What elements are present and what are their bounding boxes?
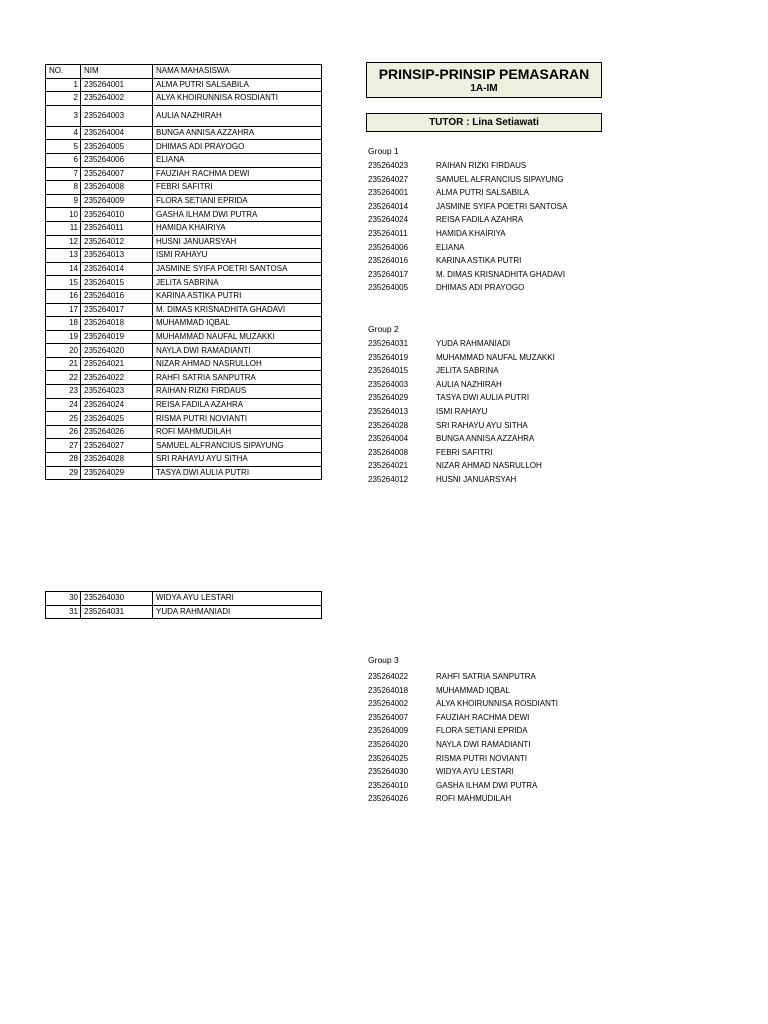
student-name-cell[interactable]: SRI RAHAYU AYU SITHA bbox=[153, 453, 322, 467]
member-nim[interactable]: 235264026 bbox=[368, 794, 409, 804]
row-number-cell[interactable]: 11 bbox=[46, 221, 81, 235]
group-member-row bbox=[368, 684, 628, 698]
student-name-cell[interactable]: DHIMAS ADI PRAYOGO bbox=[153, 140, 322, 154]
member-nim[interactable]: 235264014 bbox=[368, 201, 409, 211]
member-name[interactable]: M. DIMAS KRISNADHITA GHADAVI bbox=[436, 269, 566, 279]
table-row bbox=[46, 330, 322, 344]
row-number-cell[interactable]: 31 bbox=[46, 605, 81, 619]
row-number-cell[interactable]: 25 bbox=[46, 412, 81, 426]
group-member-row bbox=[368, 337, 628, 351]
member-nim[interactable]: 235264001 bbox=[368, 188, 409, 198]
nim-cell[interactable]: 235264006 bbox=[81, 153, 153, 167]
row-number-cell[interactable]: 24 bbox=[46, 398, 81, 412]
member-name[interactable]: WIDYA AYU LESTARI bbox=[436, 767, 514, 777]
student-name-cell[interactable]: HAMIDA KHAIRIYA bbox=[153, 221, 322, 235]
group-member-row bbox=[368, 459, 628, 473]
nim-cell[interactable]: 235264004 bbox=[81, 126, 153, 140]
nim-cell[interactable]: 235264029 bbox=[81, 466, 153, 480]
row-number-cell[interactable]: 14 bbox=[46, 262, 81, 276]
group-2 bbox=[368, 323, 628, 487]
member-name[interactable]: ROFI MAHMUDILAH bbox=[436, 794, 512, 804]
row-number-cell[interactable]: 21 bbox=[46, 357, 81, 371]
course-title-box[interactable] bbox=[366, 62, 602, 98]
nim-cell[interactable]: 235264007 bbox=[81, 167, 153, 181]
row-number-cell[interactable]: 5 bbox=[46, 140, 81, 154]
table-row bbox=[46, 208, 322, 222]
row-number-cell[interactable]: 22 bbox=[46, 371, 81, 385]
student-name-cell[interactable]: ISMI RAHAYU bbox=[153, 249, 322, 263]
student-name-cell[interactable]: FAUZIAH RACHMA DEWI bbox=[153, 167, 322, 181]
member-name[interactable]: FAUZIAH RACHMA DEWI bbox=[436, 712, 530, 722]
student-name-cell[interactable]: M. DIMAS KRISNADHITA GHADAVI bbox=[153, 303, 322, 317]
header-nim[interactable]: NIM bbox=[81, 65, 153, 79]
member-nim[interactable]: 235264015 bbox=[368, 366, 409, 376]
row-number-cell[interactable]: 4 bbox=[46, 126, 81, 140]
table-row bbox=[46, 466, 322, 480]
row-number-cell[interactable]: 19 bbox=[46, 330, 81, 344]
member-name[interactable]: ELIANA bbox=[436, 242, 465, 252]
row-number-cell[interactable]: 27 bbox=[46, 439, 81, 453]
member-nim[interactable]: 235264030 bbox=[368, 767, 409, 777]
nim-cell[interactable]: 235264025 bbox=[81, 412, 153, 426]
member-nim[interactable]: 235264009 bbox=[368, 726, 409, 736]
group-member-row bbox=[368, 765, 628, 779]
nim-cell[interactable]: 235264014 bbox=[81, 262, 153, 276]
nim-cell[interactable]: 235264002 bbox=[81, 92, 153, 106]
member-name[interactable]: NIZAR AHMAD NASRULLOH bbox=[436, 461, 542, 471]
member-nim[interactable]: 235264024 bbox=[368, 215, 409, 225]
nim-cell[interactable]: 235264018 bbox=[81, 317, 153, 331]
nim-cell[interactable]: 235264023 bbox=[81, 385, 153, 399]
group-member-row bbox=[368, 159, 628, 173]
member-nim[interactable]: 235264006 bbox=[368, 242, 409, 252]
row-number-cell[interactable]: 8 bbox=[46, 181, 81, 195]
member-nim[interactable]: 235264023 bbox=[368, 161, 409, 170]
nim-cell[interactable]: 235264008 bbox=[81, 181, 153, 195]
nim-cell[interactable]: 235264026 bbox=[81, 425, 153, 439]
member-name[interactable]: YUDA RAHMANIADI bbox=[436, 339, 511, 348]
member-name[interactable]: KARINA ASTIKA PUTRI bbox=[436, 256, 522, 266]
table-row bbox=[46, 357, 322, 371]
group-member-row bbox=[368, 268, 628, 282]
member-nim[interactable]: 235264002 bbox=[368, 699, 409, 709]
group-member-row bbox=[368, 432, 628, 446]
table-row bbox=[46, 249, 322, 263]
group-member-row bbox=[368, 186, 628, 200]
member-nim[interactable]: 235264003 bbox=[368, 379, 409, 389]
student-name-cell[interactable]: HUSNI JANUARSYAH bbox=[153, 235, 322, 249]
student-name-cell[interactable]: YUDA RAHMANIADI bbox=[153, 605, 322, 619]
member-name[interactable]: JASMINE SYIFA POETRI SANTOSA bbox=[436, 201, 568, 211]
group-member-row bbox=[368, 254, 628, 268]
nim-cell[interactable]: 235264024 bbox=[81, 398, 153, 412]
row-number-cell[interactable]: 3 bbox=[46, 105, 81, 126]
table-row bbox=[46, 105, 322, 126]
table-row bbox=[46, 194, 322, 208]
table-row bbox=[46, 276, 322, 290]
student-name-cell[interactable]: KARINA ASTIKA PUTRI bbox=[153, 289, 322, 303]
member-name[interactable]: RAIHAN RIZKI FIRDAUS bbox=[436, 161, 527, 170]
student-name-cell[interactable]: GASHA ILHAM DWI PUTRA bbox=[153, 208, 322, 222]
row-number-cell[interactable]: 10 bbox=[46, 208, 81, 222]
table-row bbox=[46, 221, 322, 235]
group-member-row bbox=[368, 391, 628, 405]
table-row bbox=[46, 181, 322, 195]
course-title: PRINSIP-PRINSIP PEMASARAN bbox=[378, 66, 590, 82]
nim-cell[interactable]: 235264028 bbox=[81, 453, 153, 467]
member-name[interactable]: SRI RAHAYU AYU SITHA bbox=[436, 420, 528, 430]
group-member-row bbox=[368, 173, 628, 187]
group-member-row bbox=[368, 364, 628, 378]
group-member-row bbox=[368, 738, 628, 752]
student-name-cell[interactable]: WIDYA AYU LESTARI bbox=[153, 592, 322, 606]
row-number-cell[interactable]: 2 bbox=[46, 92, 81, 106]
student-name-cell[interactable]: TASYA DWI AULIA PUTRI bbox=[153, 466, 322, 480]
group-member-row bbox=[368, 779, 628, 793]
group-title: Group 2 bbox=[368, 324, 399, 334]
member-name[interactable]: AULIA NAZHIRAH bbox=[436, 379, 502, 389]
table-row bbox=[46, 126, 322, 140]
member-name[interactable]: RISMA PUTRI NOVIANTI bbox=[436, 753, 528, 763]
member-nim[interactable]: 235264021 bbox=[368, 461, 409, 471]
group-member-row bbox=[368, 711, 628, 725]
table-row bbox=[46, 317, 322, 331]
table-row bbox=[46, 140, 322, 154]
nim-cell[interactable]: 235264013 bbox=[81, 249, 153, 263]
student-name-cell[interactable]: ELIANA bbox=[153, 153, 322, 167]
row-number-cell[interactable]: 28 bbox=[46, 453, 81, 467]
group-title: Group 3 bbox=[368, 655, 399, 665]
member-name[interactable]: FLORA SETIANI EPRIDA bbox=[436, 726, 528, 736]
member-name[interactable]: ISMI RAHAYU bbox=[436, 406, 488, 416]
student-name-cell[interactable]: ALYA KHOIRUNNISA ROSDIANTI bbox=[153, 92, 322, 106]
group-member-row bbox=[368, 351, 628, 365]
row-number-cell[interactable]: 16 bbox=[46, 289, 81, 303]
student-name-cell[interactable]: JASMINE SYIFA POETRI SANTOSA bbox=[153, 262, 322, 276]
roster-header-row bbox=[46, 65, 322, 79]
student-name-cell[interactable]: RISMA PUTRI NOVIANTI bbox=[153, 412, 322, 426]
nim-cell[interactable]: 235264012 bbox=[81, 235, 153, 249]
nim-cell[interactable]: 235264027 bbox=[81, 439, 153, 453]
table-row bbox=[46, 439, 322, 453]
group-member-row bbox=[368, 200, 628, 214]
row-number-cell[interactable]: 18 bbox=[46, 317, 81, 331]
group-member-row bbox=[368, 419, 628, 433]
row-number-cell[interactable]: 26 bbox=[46, 425, 81, 439]
nim-cell[interactable]: 235264030 bbox=[81, 592, 153, 606]
table-row bbox=[46, 153, 322, 167]
nim-cell[interactable]: 235264022 bbox=[81, 371, 153, 385]
member-name[interactable]: ALYA KHOIRUNNISA ROSDIANTI bbox=[436, 699, 558, 709]
member-nim[interactable]: 235264013 bbox=[368, 406, 409, 416]
class-code: 1A-IM bbox=[470, 83, 498, 94]
member-nim[interactable]: 235264004 bbox=[368, 434, 409, 444]
group-1 bbox=[368, 145, 628, 295]
table-row bbox=[46, 412, 322, 426]
table-row bbox=[46, 592, 322, 606]
student-name-cell[interactable]: REISA FADILA AZAHRA bbox=[153, 398, 322, 412]
student-name-cell[interactable]: RAHFI SATRIA SANPUTRA bbox=[153, 371, 322, 385]
member-nim[interactable]: 235264005 bbox=[368, 283, 409, 293]
student-roster-table bbox=[45, 64, 322, 480]
nim-cell[interactable]: 235264005 bbox=[81, 140, 153, 154]
nim-cell[interactable]: 235264003 bbox=[81, 105, 153, 126]
row-number-cell[interactable]: 30 bbox=[46, 592, 81, 606]
nim-cell[interactable]: 235264010 bbox=[81, 208, 153, 222]
header-no[interactable]: NO. bbox=[46, 65, 81, 79]
student-roster-continuation-table bbox=[45, 591, 322, 619]
group-3 bbox=[368, 654, 628, 806]
group-member-row bbox=[368, 241, 628, 255]
group-member-row bbox=[368, 473, 628, 487]
table-row bbox=[46, 425, 322, 439]
roster-continuation-body bbox=[46, 592, 322, 619]
member-name[interactable]: HAMIDA KHAIRIYA bbox=[436, 228, 506, 238]
student-name-cell[interactable]: MUHAMMAD IQBAL bbox=[153, 317, 322, 331]
member-nim[interactable]: 235264025 bbox=[368, 753, 409, 763]
row-number-cell[interactable]: 23 bbox=[46, 385, 81, 399]
nim-cell[interactable]: 235264009 bbox=[81, 194, 153, 208]
student-name-cell[interactable]: FLORA SETIANI EPRIDA bbox=[153, 194, 322, 208]
table-row bbox=[46, 605, 322, 619]
header-name[interactable]: NAMA MAHASISWA bbox=[153, 65, 322, 79]
row-number-cell[interactable]: 12 bbox=[46, 235, 81, 249]
group-member-row bbox=[368, 281, 628, 295]
row-number-cell[interactable]: 6 bbox=[46, 153, 81, 167]
student-name-cell[interactable]: RAIHAN RIZKI FIRDAUS bbox=[153, 385, 322, 399]
student-name-cell[interactable]: AULIA NAZHIRAH bbox=[153, 105, 322, 126]
student-name-cell[interactable]: BUNGA ANNISA AZZAHRA bbox=[153, 126, 322, 140]
row-number-cell[interactable]: 7 bbox=[46, 167, 81, 181]
nim-cell[interactable]: 235264015 bbox=[81, 276, 153, 290]
table-row bbox=[46, 235, 322, 249]
group-title: Group 1 bbox=[368, 146, 399, 156]
member-nim[interactable]: 235264017 bbox=[368, 269, 409, 279]
row-number-cell[interactable]: 17 bbox=[46, 303, 81, 317]
group-member-row bbox=[368, 670, 628, 684]
student-name-cell[interactable]: NIZAR AHMAD NASRULLOH bbox=[153, 357, 322, 371]
member-name[interactable]: GASHA ILHAM DWI PUTRA bbox=[436, 780, 538, 790]
member-name[interactable]: SAMUEL ALFRANCIUS SIPAYUNG bbox=[436, 174, 564, 184]
row-number-cell[interactable]: 20 bbox=[46, 344, 81, 358]
nim-cell[interactable]: 235264016 bbox=[81, 289, 153, 303]
member-name[interactable]: MUHAMMAD NAUFAL MUZAKKI bbox=[436, 352, 555, 362]
member-nim[interactable]: 235264012 bbox=[368, 474, 409, 484]
student-name-cell[interactable]: FEBRI SAFITRI bbox=[153, 181, 322, 195]
member-name[interactable]: RAHFI SATRIA SANPUTRA bbox=[436, 672, 536, 681]
member-nim[interactable]: 235264011 bbox=[368, 228, 408, 238]
member-name[interactable]: REISA FADILA AZAHRA bbox=[436, 215, 524, 225]
member-name[interactable]: DHIMAS ADI PRAYOGO bbox=[436, 283, 525, 293]
member-nim[interactable]: 235264029 bbox=[368, 393, 409, 403]
member-nim[interactable]: 235264028 bbox=[368, 420, 409, 430]
nim-cell[interactable]: 235264001 bbox=[81, 78, 153, 92]
table-row bbox=[46, 262, 322, 276]
member-nim[interactable]: 235264007 bbox=[368, 712, 409, 722]
member-nim[interactable]: 235264022 bbox=[368, 672, 409, 681]
table-row bbox=[46, 453, 322, 467]
group-member-row bbox=[368, 378, 628, 392]
table-row bbox=[46, 78, 322, 92]
group-member-row bbox=[368, 227, 628, 241]
table-row bbox=[46, 385, 322, 399]
member-name[interactable]: FEBRI SAFITRI bbox=[436, 447, 493, 457]
group-member-row bbox=[368, 752, 628, 766]
row-number-cell[interactable]: 1 bbox=[46, 78, 81, 92]
table-row bbox=[46, 92, 322, 106]
nim-cell[interactable]: 235264011 bbox=[81, 221, 153, 235]
row-number-cell[interactable]: 15 bbox=[46, 276, 81, 290]
table-row bbox=[46, 167, 322, 181]
group-member-row bbox=[368, 405, 628, 419]
member-name[interactable]: TASYA DWI AULIA PUTRI bbox=[436, 393, 530, 403]
member-name[interactable]: HUSNI JANUARSYAH bbox=[436, 474, 517, 484]
member-nim[interactable]: 235264010 bbox=[368, 780, 409, 790]
group-member-row bbox=[368, 697, 628, 711]
row-number-cell[interactable]: 29 bbox=[46, 466, 81, 480]
nim-cell[interactable]: 235264021 bbox=[81, 357, 153, 371]
nim-cell[interactable]: 235264031 bbox=[81, 605, 153, 619]
group-member-row bbox=[368, 446, 628, 460]
member-name[interactable]: MUHAMMAD IQBAL bbox=[436, 685, 510, 695]
member-nim[interactable]: 235264018 bbox=[368, 685, 409, 695]
member-nim[interactable]: 235264020 bbox=[368, 739, 409, 749]
member-nim[interactable]: 235264019 bbox=[368, 352, 409, 362]
student-name-cell[interactable]: NAYLA DWI RAMADIANTI bbox=[153, 344, 322, 358]
group-member-row bbox=[368, 213, 628, 227]
member-name[interactable]: BUNGA ANNISA AZZAHRA bbox=[436, 434, 535, 444]
student-name-cell[interactable]: ALMA PUTRI SALSABILA bbox=[153, 78, 322, 92]
member-name[interactable]: JELITA SABRINA bbox=[436, 366, 499, 376]
member-nim[interactable]: 235264008 bbox=[368, 447, 409, 457]
table-row bbox=[46, 371, 322, 385]
row-number-cell[interactable]: 13 bbox=[46, 249, 81, 263]
member-nim[interactable]: 235264031 bbox=[368, 339, 409, 348]
group-member-row bbox=[368, 792, 628, 806]
member-nim[interactable]: 235264027 bbox=[368, 174, 409, 184]
student-name-cell[interactable]: SAMUEL ALFRANCIUS SIPAYUNG bbox=[153, 439, 322, 453]
member-nim[interactable]: 235264016 bbox=[368, 256, 409, 266]
group-member-row bbox=[368, 724, 628, 738]
nim-cell[interactable]: 235264017 bbox=[81, 303, 153, 317]
member-name[interactable]: NAYLA DWI RAMADIANTI bbox=[436, 739, 531, 749]
nim-cell[interactable]: 235264019 bbox=[81, 330, 153, 344]
row-number-cell[interactable]: 9 bbox=[46, 194, 81, 208]
student-name-cell[interactable]: JELITA SABRINA bbox=[153, 276, 322, 290]
student-name-cell[interactable]: MUHAMMAD NAUFAL MUZAKKI bbox=[153, 330, 322, 344]
table-row bbox=[46, 344, 322, 358]
table-row bbox=[46, 398, 322, 412]
student-name-cell[interactable]: ROFI MAHMUDILAH bbox=[153, 425, 322, 439]
nim-cell[interactable]: 235264020 bbox=[81, 344, 153, 358]
table-row bbox=[46, 303, 322, 317]
table-row bbox=[46, 289, 322, 303]
member-name[interactable]: ALMA PUTRI SALSABILA bbox=[436, 188, 529, 198]
tutor-box[interactable]: TUTOR : Lina Setiawati bbox=[366, 113, 602, 132]
roster-body bbox=[46, 78, 322, 480]
